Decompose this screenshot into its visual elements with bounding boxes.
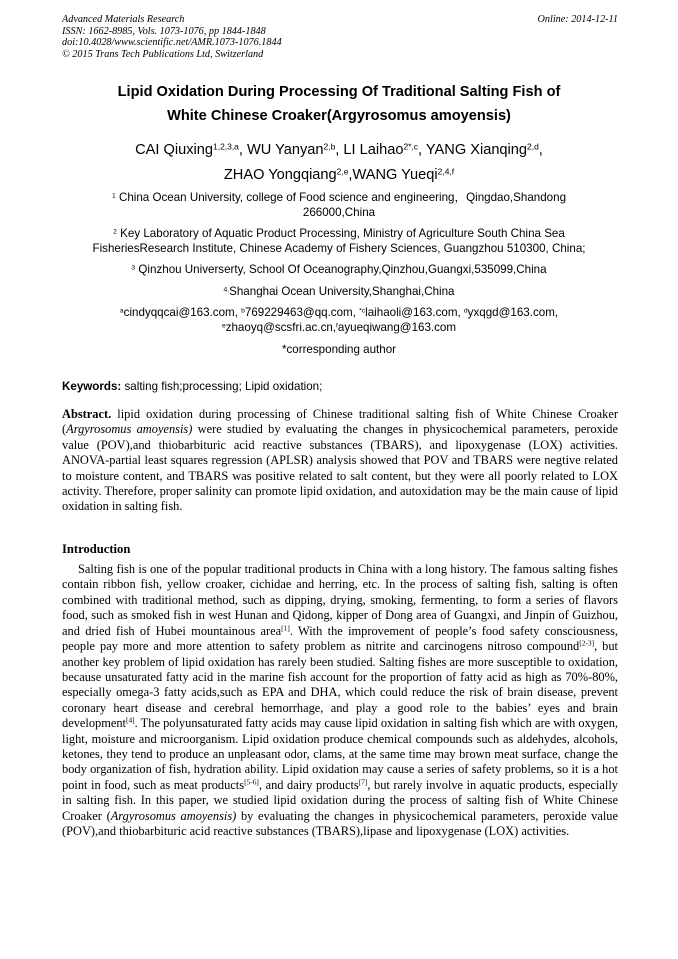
affiliation-text: Shanghai Ocean University,Shanghai,China: [229, 285, 455, 298]
paper-title-line-1: Lipid Oxidation During Processing Of Traditional Salting Fish of: [117, 84, 561, 100]
affiliation-mark: 4.: [223, 286, 230, 294]
email-mark: f: [336, 322, 338, 330]
affiliation-1: [40, 190, 638, 221]
email-address[interactable]: zhaoyq@scsfri.ac.cn,: [225, 321, 337, 335]
affiliation-text: China Ocean University, college of Food science and engineering，Qingdao,Shandong: [118, 191, 567, 204]
citation[interactable]: [5-6]: [244, 777, 259, 787]
affiliation-2: [40, 226, 638, 257]
email-address[interactable]: cindyqqcai@163.com,: [123, 306, 242, 319]
journal-doi: doi:10.4028/www.scientific.net/AMR.1073-1076.1844: [62, 37, 282, 49]
affiliation-text: FisheriesResearch Institute, Chinese Academy of Fishery Sciences, Guangzhou 510300, China;: [92, 242, 586, 256]
citation[interactable]: [1]: [281, 623, 290, 633]
citation[interactable]: [7]: [358, 777, 368, 787]
affiliation-4: [40, 284, 638, 299]
email-address[interactable]: laihaoli@163.com,: [365, 306, 464, 319]
author-affil-mark: 2,e: [336, 166, 349, 177]
affiliation-mark: 2: [113, 228, 117, 236]
affiliation-3: [40, 262, 638, 277]
author-name: LI Laihao: [343, 142, 404, 158]
body-text: . The polyunsaturated fatty acids may cause lipid oxidation in salting fish which are with oxygen, light, moisture and microorganism. Lipid oxidation produce chemical compounds such as aldehydes, alcohols, ketones, they tend to produce an unpleasant odor, clams, at the same time may brown meat surface, change the body organization of fish, hydration ability. Lipid oxidation may cause a series of safety problems, so it is a hot point in food, such as meat products: [62, 716, 618, 792]
body-text: , but rarely involve in aquatic products, especially in salting fish. In this paper, we studied lipid oxidation during the process of salting fish of White Chinese Croaker (: [62, 777, 618, 823]
abstract-label: Abstract.: [62, 407, 112, 421]
affiliation-mark: 1: [111, 192, 116, 200]
keywords-text: salting fish;processing; Lipid oxidation;: [121, 380, 323, 393]
species-name: Argyrosomus amoyensis): [66, 422, 193, 437]
email-list: [40, 305, 638, 336]
author-affil-mark: 2,4,f: [437, 166, 455, 177]
affiliation-text: Qinzhou Universerty, School Of Oceanography,Qinzhou,Guangxi,535099,China: [138, 263, 547, 276]
email-mark: *c: [359, 307, 366, 315]
author-name: WU Yanyan: [246, 142, 324, 158]
author-line-2: [30, 163, 648, 188]
species-name: Argyrosomus amoyensis): [110, 808, 237, 823]
email-address[interactable]: yxqgd@163.com,: [467, 306, 559, 319]
author-affil-mark: 2,d: [527, 141, 539, 152]
email-mark: a: [119, 307, 124, 315]
body-text: , and dairy products: [258, 777, 359, 792]
journal-copyright: © 2015 Trans Tech Publications Ltd, Switzerland: [62, 48, 264, 60]
affiliation-text: Key Laboratory of Aquatic Product Processing, Ministry of Agriculture South China Sea: [120, 227, 565, 240]
keywords-label: Keywords:: [62, 380, 122, 393]
abstract-text: lipid oxidation during processing of Chinese traditional salting fish of White Chinese Croaker (: [62, 407, 618, 437]
affiliation-text: 266000,China: [302, 206, 376, 220]
affiliation-mark: 3: [131, 264, 136, 272]
author-affil-mark: 2*,c: [403, 141, 419, 152]
body-text: , but another key problem of lipid oxidation has rarely been studied. Salting fishes are more susceptible to oxidation, because unsaturated fatty acid in the marine fish account for the proportion of fatty acid as high as 70%-80%, especially omega-3 fatty acids,such as EPA and DHA, which could reduce the risk of brain disease, prevent coronary heart disease and cerebral hemorrhage, and play a good role to the babies’ eyes and brain development: [62, 639, 619, 731]
email-mark: e: [221, 322, 226, 330]
journal-header: [62, 14, 618, 60]
body-text: by evaluating the changes in physicochemical parameters, peroxide value (POV),and thiobarbituric acid reactive substances (TBARS),lipase and lipoxygenase (LOX) activities.: [62, 808, 618, 839]
author-name: YANG Xianqing: [425, 142, 528, 158]
email-address[interactable]: ayueqiwang@163.com: [337, 321, 457, 335]
paper-title: [40, 80, 638, 128]
abstract-text: were studied by evaluating the changes in physicochemical parameters, peroxide value (POV),and thiobarbituric acid reactive substances (TBARS), and lipoxygenase (LOX) activities. ANOVA-partial least squares regression (APLSR) analysis showed that POV and TBARS were negtive related to moisture content, and TBARS was positive related to salt content, but they were all poorly related to LOX activity. Therefore, proper salinity can promote lipid oxidation, and autoxidation may be the main cause of lipid oxidation in salting fish.: [62, 422, 618, 514]
journal-name: Advanced Materials Research: [62, 14, 185, 25]
author-name: WANG Yueqi: [352, 167, 438, 183]
body-text: . With the improvement of people’s food safety consciousness, people pay more and more attention to safety problem as nitrite and carcinogens nitroso compound: [62, 623, 619, 654]
author-separator: ,: [538, 142, 543, 158]
paper-title-line-2: White Chinese Croaker(Argyrosomus amoyensis): [167, 108, 511, 124]
email-mark: d: [463, 307, 468, 315]
abstract: [62, 407, 618, 515]
keywords: [62, 379, 618, 394]
author-affil-mark: 2,b: [323, 141, 336, 152]
body-text: Salting fish is one of the popular traditional products in China with a long history. The famous salting fishes contain ribbon fish, yellow croaker, cichidae and herring, etc. In the process of salting fish, salting is often combined with traditional method, such as dipping, drying, smoking, fermenting, to form a series of flavors food, such as smoked fish in west Hunan and Qidong, kipper of Dong area of Guangxi, and Jinpin of Guizhou, and dried fish of Hubei mountainous area: [62, 562, 618, 638]
email-mark: b: [241, 307, 245, 315]
author-separator: ,: [335, 142, 344, 158]
author-list: [30, 138, 648, 188]
citation[interactable]: [4]: [126, 715, 135, 725]
citation[interactable]: [2-3]: [579, 638, 595, 648]
corresponding-author-note: *corresponding author: [281, 343, 397, 356]
author-affil-mark: 1,2,3,a: [213, 141, 239, 152]
author-separator: ,: [348, 167, 353, 183]
author-separator: ,: [418, 142, 426, 158]
author-separator: ,: [238, 142, 247, 158]
author-line-1: [30, 138, 648, 163]
journal-issn: ISSN: 1662-8985, Vols. 1073-1076, pp 1844-1848: [62, 25, 266, 37]
author-name: ZHAO Yongqiang: [223, 167, 337, 183]
online-date: Online: 2014-12-11: [537, 14, 618, 25]
author-name: CAI Qiuxing: [135, 142, 214, 158]
section-heading-introduction: Introduction: [62, 542, 131, 556]
email-address[interactable]: 769229463@qq.com,: [244, 306, 360, 319]
introduction-paragraph: [62, 562, 618, 840]
